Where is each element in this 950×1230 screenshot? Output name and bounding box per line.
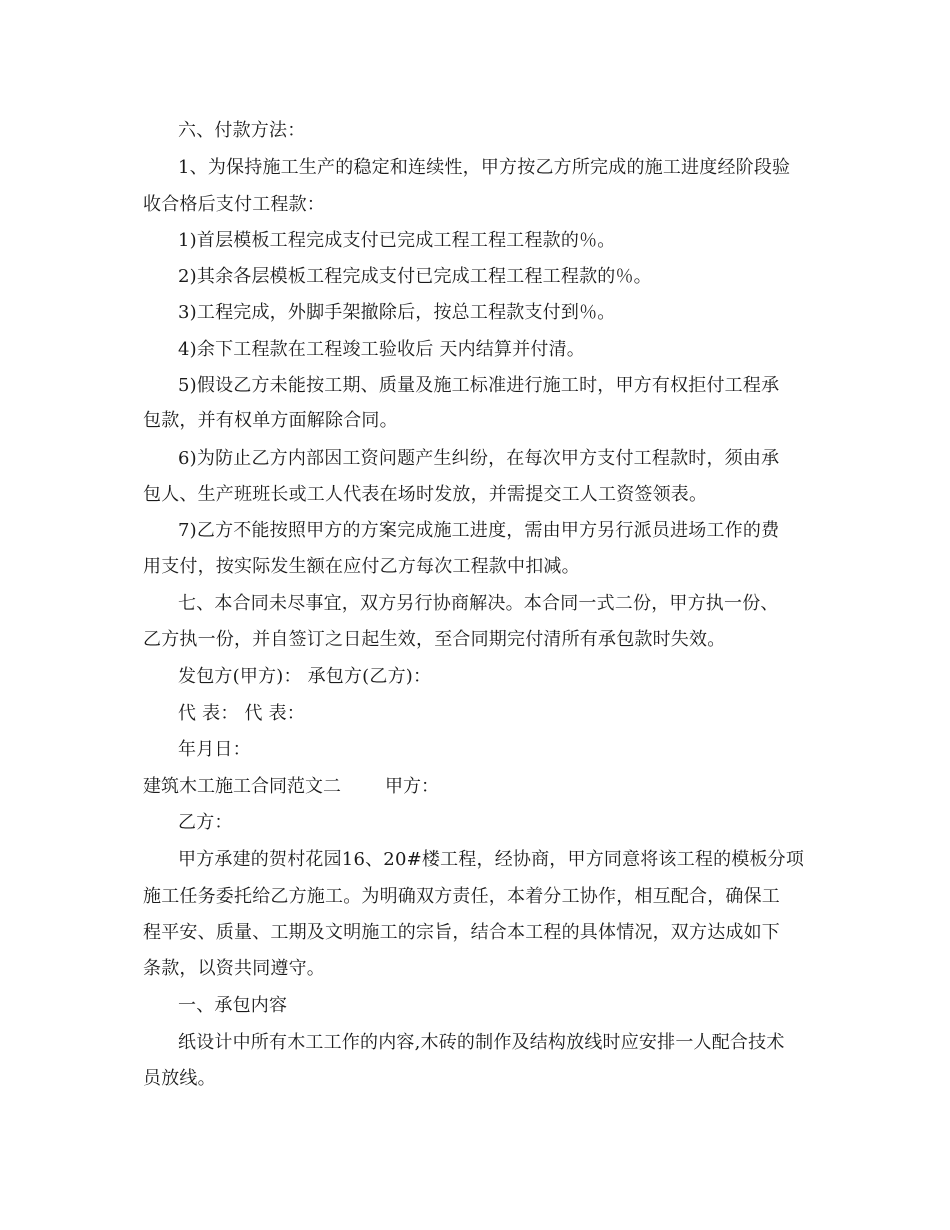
text-line: 乙方执一份，并自签订之日起生效，至合同期完付清所有承包款时失效。 — [143, 629, 726, 650]
text-line: 5)假设乙方未能按工期、质量及施工标准进行施工时，甲方有权拒付工程承 — [178, 375, 780, 396]
signature-parties: 发包方(甲方)： 承包方(乙方)： — [178, 666, 432, 687]
party-a-label: 甲方： — [385, 776, 439, 797]
text-line: 程平安、质量、工期及文明施工的宗旨，结合本工程的具体情况，双方达成如下 — [143, 922, 780, 943]
text-line: 1)首层模板工程完成支付已完成工程工程工程款的％。 — [178, 230, 616, 251]
text-line: 包款，并有权单方面解除合同。 — [143, 410, 398, 431]
text-line: 员放线。 — [143, 1068, 216, 1089]
text-line: 7)乙方不能按照甲方的方案完成施工进度，需由甲方另行派员进场工作的费 — [178, 520, 780, 541]
second-contract-title: 建筑木工施工合同范文二 — [143, 776, 341, 797]
text-line: 收合格后支付工程款： — [143, 194, 325, 215]
party-b-label: 乙方： — [178, 812, 233, 833]
text-line: 2)其余各层模板工程完成支付已完成工程工程工程款的％。 — [178, 266, 652, 287]
text-line: 纸设计中所有木工工作的内容,木砖的制作及结构放线时应安排一人配合技术 — [178, 1032, 785, 1053]
text-line: 4)余下工程款在工程竣工验收后 天内结算并付清。 — [178, 339, 585, 360]
section-heading-payment: 六、付款方法： — [178, 120, 306, 141]
text-line: 3)工程完成，外脚手架撤除后，按总工程款支付到％。 — [178, 302, 616, 323]
text-line: 甲方承建的贺村花园16、20#楼工程，经协商，甲方同意将该工程的模板分项 — [178, 849, 805, 870]
text-line: 施工任务委托给乙方施工。为明确双方责任，本着分工协作，相互配合，确保工 — [143, 886, 780, 907]
second-contract-title-row — [143, 774, 439, 800]
section-heading-scope: 一、承包内容 — [178, 995, 288, 1016]
text-line: 1、为保持施工生产的稳定和连续性，甲方按乙方所完成的施工进度经阶段验 — [178, 157, 791, 178]
section-heading-misc: 七、本合同未尽事宜，双方另行协商解决。本合同一式二份，甲方执一份、 — [178, 593, 779, 614]
signature-date: 年月日： — [178, 739, 251, 760]
text-line: 用支付，按实际发生额在应付乙方每次工程款中扣减。 — [143, 556, 580, 577]
text-line: 条款，以资共同遵守。 — [143, 958, 325, 979]
text-line: 6)为防止乙方内部因工资问题产生纠纷，在每次甲方支付工程款时，须由承 — [178, 448, 780, 469]
signature-representatives: 代 表： 代 表： — [178, 703, 305, 724]
text-line: 包人、生产班班长或工人代表在场时发放，并需提交工人工资签领表。 — [143, 484, 708, 505]
